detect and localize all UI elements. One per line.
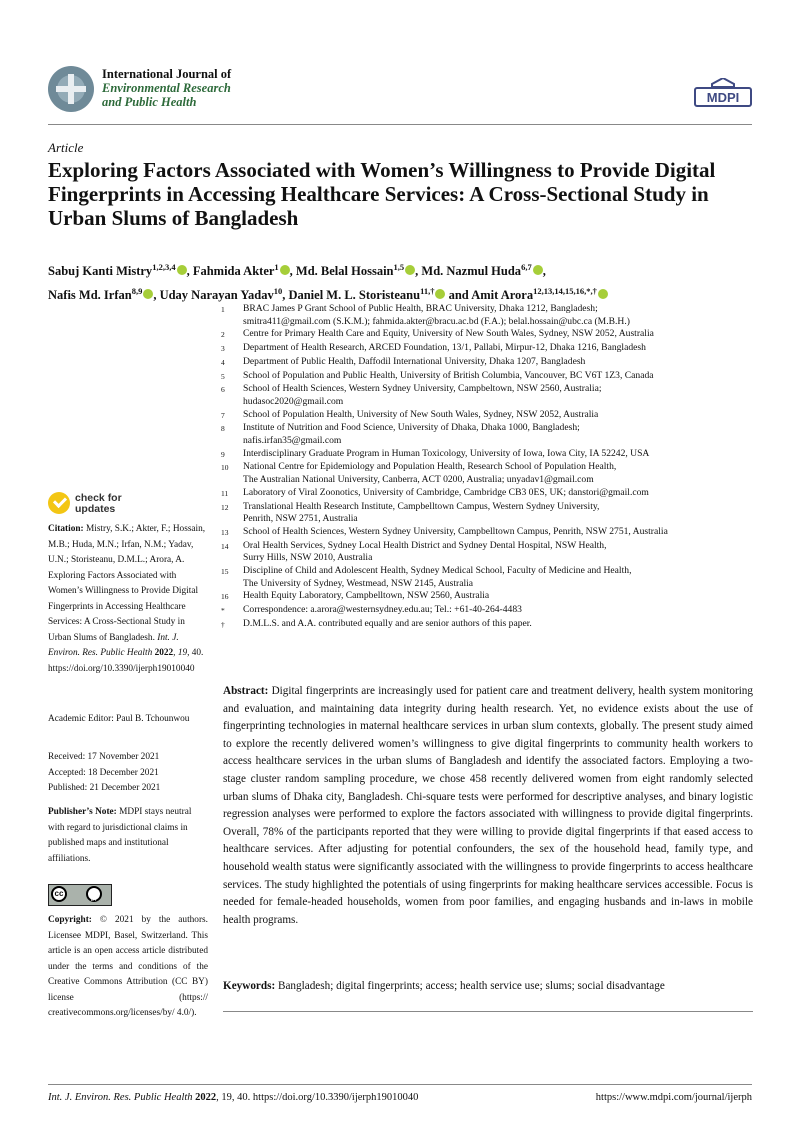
abstract-label: Abstract: [223,685,269,697]
affiliation-line: School of Health Sciences, Western Sydney University, Campbeltown, NSW 2560, Australia; [243,383,602,395]
affiliation-number: 10 [221,463,229,473]
affiliation-text [243,342,761,356]
affiliation-line: Oral Health Services, Sydney Local Health District and Sydney Dental Hospital, NSW Health, [243,539,607,551]
affiliation-number: 12 [221,502,229,512]
affiliation-line: hudasoc2020@gmail.com [243,395,344,407]
abstract-text: Digital fingerprints are increasingly used for patient care and treatment delivery, health system monitoring and evaluation, and maintaining data integrity during health research. Yet, no evidence exists about the use of fingerprinting technologies in maternal healthcare services in urban slum contexts, globally. The present study aimed to explore the recently delivered women’s willingness to give digital fingerprints to community health workers to access healthcare services in the urban slums of Bangladesh and identify the associated factors. Employing a two-stage cluster random sampling procedure, we chose 458 recently delivered women from eight randomly selected urban slums of Dhaka city, Bangladesh. Chi-square tests were performed for descriptive analyses, and binary logistic regression analyses were performed to explore the factors associated with willingness to provide digital fingerprints. Overall, 78% of the participants reported that they were willing to provide digital fingerprints if that eased access to healthcare services. After adjusting for potential confounders, the sex of the household head, family type, and household wealth status were significantly associated with the willingness to provide fingerprints to access healthcare services. The study highlighted the potentials of using fingerprints for making healthcare services accessible. Focus is needed for female-headed households, women from poor families, and engaging husbands and in-laws in mobile health programs. [223,685,753,926]
by-label: BY [90,897,98,903]
affiliation-item [221,356,761,370]
author-affiliation-marker: 1 [274,262,279,272]
affiliation-number: 4 [221,357,225,367]
footer-year: 2022 [195,1092,217,1103]
mdpi-logo [694,78,752,108]
check-icon [48,492,70,514]
orcid-icon[interactable] [435,289,445,299]
author-name: Md. Nazmul Huda [421,264,522,279]
affiliation-text [243,565,761,590]
check-for-updates-badge[interactable] [48,492,168,516]
affiliation-item [221,565,761,590]
affiliation-line: School of Health Sciences, Western Sydney University, Campbelltown Campus, Penrith, NSW 2751, Australia [243,525,668,537]
cc-by-license-badge[interactable] [48,884,112,906]
journal-name-line1: International Journal of [102,67,232,81]
affiliation-line: National Centre for Epidemiology and Population Health, Research School of Population Health, [243,461,617,473]
article-type: Article [48,140,84,155]
orcid-icon[interactable] [280,265,290,275]
affiliation-line: Department of Health Research, ARCED Foundation, 13/1, Pallabi, Mirpur-12, Dhaka 1216, Bangladesh [243,342,646,354]
affiliation-text [243,461,761,486]
affiliation-line: School of Population Health, University of New South Wales, Sydney, NSW 2052, Australia [243,408,599,420]
citation-journal: Int. J. Environ. Res. Public Health [48,632,179,658]
affiliation-item [221,590,761,604]
affiliation-text [243,422,761,447]
affiliation-text [243,383,761,408]
date-published: Published: 21 December 2021 [48,783,161,793]
affiliation-item [221,328,761,342]
citation-block: Citation: Mistry, S.K.; Akter, F.; Hossain, M.B.; Huda, M.N.; Irfan, N.M.; Yadav, U.N.; Storisteanu, D.M.L.; Arora, A. Exploring Factors Associated with Women’s Willingness to Provide Digital Fingerprints in Accessing Healthcare Services: A Cross-Sectional Study in Urban Slums of Bangladesh. Int. J. Environ. Res. Public Health 2022, 19, 40. https://doi.org/10.3390/ijerph19010040 [48,524,206,674]
publisher-note [48,805,208,867]
copyright-block [48,913,208,1022]
date-accepted: Accepted: 18 December 2021 [48,767,159,778]
author-name: Daniel M. L. Storisteanu [288,288,421,303]
affiliation-line: nafis.irfan35@gmail.com [243,435,342,447]
affiliation-item [221,540,761,565]
affiliation-line: Penrith, NSW 2751, Australia [243,513,358,525]
affiliation-number: 16 [221,592,229,602]
affiliation-line: Discipline of Child and Adolescent Health, Sydney Medical School, Faculty of Medicine and Health, [243,565,632,577]
author-separator: , [282,288,289,303]
affiliation-line: Laboratory of Viral Zoonotics, University of Cambridge, Cambridge CB3 0ES, UK; danstori@gmail.com [243,486,649,498]
affiliation-line: smitra411@gmail.com (S.K.M.); fahmida.akter@bracu.ac.bd (F.A.); belal.hossain@ubc.ca (M.B.H.) [243,315,630,327]
affiliation-item [221,461,761,486]
publisher-note-label: Publisher’s Note: [48,807,117,817]
author-affiliation-marker: 1,5 [393,262,405,272]
affiliation-text [243,501,761,526]
journal-logo [48,66,94,112]
affiliation-number: 6 [221,385,225,395]
affiliation-item [221,618,761,632]
affiliation-line: Interdisciplinary Graduate Program in Human Toxicology, University of Iowa, Iowa City, IA 52242, USA [243,447,650,459]
academic-editor: Academic Editor: Paul B. Tchounwou [48,714,190,724]
abstract [223,683,753,929]
author-separator: , [415,264,422,279]
affiliation-item [221,501,761,526]
affiliation-item [221,342,761,356]
author-separator: , [186,264,193,279]
affiliation-line: Translational Health Research Institute, Campbelltown Campus, Western Sydney University, [243,500,600,512]
affiliation-number: 3 [221,344,225,354]
author-name: Nafis Md. Irfan [48,288,132,303]
date-received: Received: 17 November 2021 [48,752,160,762]
author-affiliation-marker: 6,7 [521,262,532,272]
affiliation-number: 11 [221,488,229,498]
journal-name-line2: Environmental Research [102,81,231,95]
author-name: Md. Belal Hossain [295,264,394,279]
affiliation-item [221,383,761,408]
cc-icon: cc [51,886,67,902]
affiliation-text [243,303,761,328]
affiliation-item [221,604,761,618]
citation-label: Citation: [48,524,84,534]
orcid-icon[interactable] [143,289,153,299]
affiliation-item [221,370,761,384]
affiliation-number: 14 [221,541,229,551]
affiliation-item [221,448,761,462]
affiliation-line: Surry Hills, NSW 2010, Australia [243,552,373,564]
affiliation-number: 5 [221,371,225,381]
affiliation-number: 15 [221,567,229,577]
affiliation-line: The University of Sydney, Westmead, NSW 2145, Australia [243,577,474,589]
footer-journal: Int. J. Environ. Res. Public Health [48,1092,193,1103]
affiliation-text [243,590,761,604]
keywords-text: Bangladesh; digital fingerprints; access; health service use; slums; social disadvantage [278,980,665,992]
affiliation-number: † [221,619,225,629]
affiliation-text [243,409,761,423]
author-separator: and [445,288,472,303]
dates-block [48,750,208,797]
affiliation-item [221,422,761,447]
affiliation-number: 9 [221,449,225,459]
affiliation-text [243,540,761,565]
author-separator: , [153,288,160,303]
affiliation-line: School of Population and Public Health, University of British Columbia, Vancouver, BC V6T 1Z3, Canada [243,369,654,381]
check-updates-line2: updates [75,502,116,515]
citation-volume: 19 [177,648,188,658]
affiliation-text [243,328,761,342]
affiliation-line: BRAC James P Grant School of Public Health, BRAC University, Dhaka 1212, Bangladesh; [243,303,598,314]
citation-text: Mistry, S.K.; Akter, F.; Hossain, M.B.; Huda, M.N.; Irfan, N.M.; Yadav, U.N.; Storisteanu, D.M.L.; Arora, A. Exploring Factors Associated with Women’s Willingness to Provide Digital Fingerprints in Accessing Healthcare Services: A Cross-Sectional Study in Urban Slums of Bangladesh. [48,524,206,643]
affiliation-text [243,604,761,618]
footer-doi[interactable]: , 19, 40. https://doi.org/10.3390/ijerph19010040 [216,1092,419,1103]
affiliation-text [243,356,761,370]
author-separator: , [542,264,546,279]
author-name: Uday Narayan Yadav [159,288,274,303]
affiliation-text [243,370,761,384]
footer-journal-url[interactable]: https://www.mdpi.com/journal/ijerph [595,1092,752,1103]
affiliation-line: D.M.L.S. and A.A. contributed equally and are senior authors of this paper. [243,617,532,629]
affiliation-text [243,526,761,540]
affiliation-item [221,409,761,423]
keywords [223,978,753,995]
author-name: Fahmida Akter [192,264,275,279]
affiliation-text [243,618,761,632]
affiliation-line: Health Equity Laboratory, Campbelltown, NSW 2560, Australia [243,590,490,602]
affiliation-number: 8 [221,424,225,434]
affiliation-number: * [221,606,225,616]
journal-name-line3: and Public Health [102,95,197,109]
orcid-icon[interactable] [177,265,187,275]
author-affiliation-marker: 12,13,14,15,16,*,† [533,286,597,297]
author-name: Sabuj Kanti Mistry [48,264,153,279]
affiliation-text [243,487,761,501]
author-name: Amit Arora [471,288,534,303]
affiliation-number: 2 [221,330,225,340]
paper-title: Exploring Factors Associated with Women’s Willingness to Provide Digital Fingerprints in Accessing Healthcare Services: A Cross-Sectional Study in Urban Slums of Bangladesh [48,158,716,230]
affiliation-list [221,303,761,632]
footer-citation [48,1092,418,1103]
affiliation-item [221,526,761,540]
copyright-label: Copyright: [48,915,92,925]
check-updates-line1: check for [75,492,122,504]
affiliation-line: Correspondence: a.arora@westernsydney.edu.au; Tel.: +61-40-264-4483 [243,604,522,616]
author-affiliation-marker: 11,† [420,286,435,297]
affiliation-line: The Australian National University, Canberra, ACT 0200, Australia; unyadav1@gmail.com [243,474,594,486]
author-affiliation-marker: 10 [273,286,283,297]
author-affiliation-marker: 8,9 [131,286,143,297]
orcid-icon[interactable] [533,265,543,275]
author-separator: , [289,264,296,279]
affiliation-line: Department of Public Health, Daffodil International University, Dhaka 1207, Bangladesh [243,355,586,367]
author-list [48,257,768,305]
affiliation-item [221,303,761,328]
citation-rest[interactable]: , 40. https://doi.org/10.3390/ijerph19010040 [48,648,204,674]
header-divider [48,124,752,125]
publisher-note-text: MDPI stays neutral with regard to jurisdictional claims in published maps and institutional affiliations. [48,807,192,864]
mdpi-logo-text: MDPI [706,90,740,105]
keywords-label: Keywords: [223,980,276,992]
journal-name [102,67,231,109]
affiliation-text [243,448,761,462]
affiliation-number: 7 [221,410,225,420]
citation-year: 2022 [154,648,174,658]
affiliation-number: 13 [221,527,229,537]
footer-divider [48,1084,752,1085]
keywords-divider [223,1011,753,1012]
affiliation-item [221,487,761,501]
orcid-icon[interactable] [598,289,608,299]
affiliation-number: 1 [221,305,225,314]
affiliation-line: Institute of Nutrition and Food Science, University of Dhaka, Dhaka 1000, Bangladesh; [243,422,580,434]
author-affiliation-marker: 1,2,3,4 [152,262,176,272]
copyright-text: © 2021 by the authors. Licensee MDPI, Basel, Switzerland. This article is an open access article distributed under the terms and conditions of the Creative Commons Attribution (CC BY) license (https:// creativecommons.org/licenses/by/ 4.0/). [48,915,208,1018]
affiliation-line: Centre for Primary Health Care and Equity, University of New South Wales, Sydney, NSW 2052, Australia [243,328,654,340]
orcid-icon[interactable] [405,265,415,275]
